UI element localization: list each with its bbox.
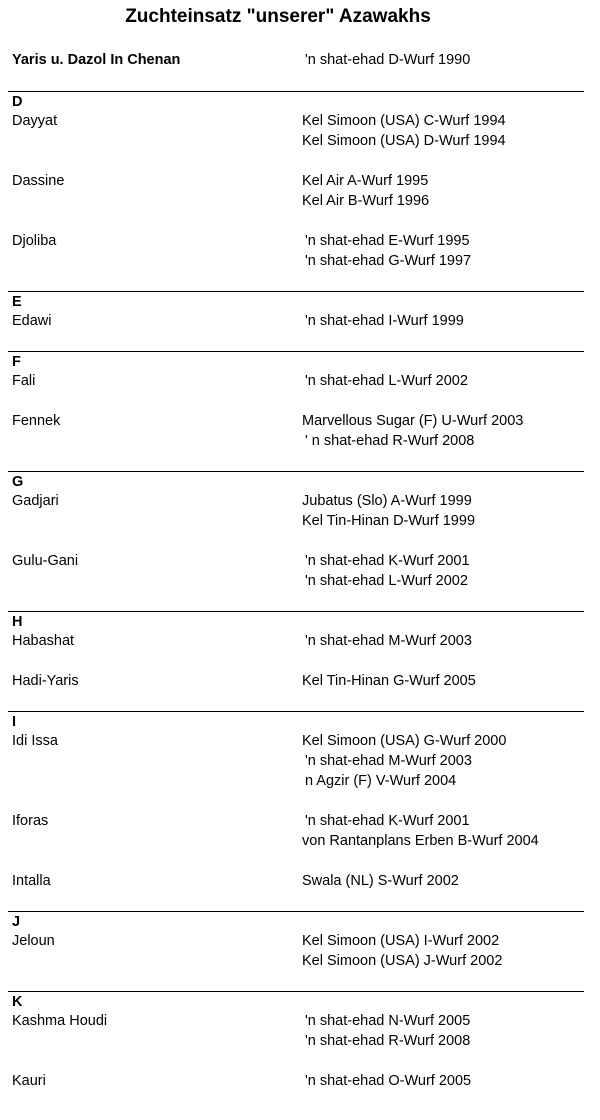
section-divider — [8, 911, 584, 912]
litter-entry: Kel Simoon (USA) J-Wurf 2002 — [302, 953, 503, 969]
dog-name: Iforas — [12, 813, 49, 829]
section-divider — [8, 291, 584, 292]
litter-entry: 'n shat-ehad R-Wurf 2008 — [305, 1033, 471, 1049]
section-letter: E — [12, 294, 22, 310]
litter-entry: 'n shat-ehad E-Wurf 1995 — [305, 233, 470, 249]
section-divider — [8, 711, 584, 712]
litter-entry: Kel Tin-Hinan G-Wurf 2005 — [302, 673, 476, 689]
section-letter: I — [12, 714, 17, 730]
dog-name: Intalla — [12, 873, 51, 889]
dog-name: Hadi-Yaris — [12, 673, 79, 689]
section-divider — [8, 611, 584, 612]
litter-entry: 'n shat-ehad G-Wurf 1997 — [305, 253, 472, 269]
section-letter: F — [12, 354, 21, 370]
section-letter: H — [12, 614, 23, 630]
litter-entry: Kel Simoon (USA) D-Wurf 1994 — [302, 133, 506, 149]
dog-name: Jeloun — [12, 933, 55, 949]
page-title: Zuchteinsatz "unserer" Azawakhs — [125, 6, 431, 27]
litter-entry: Swala (NL) S-Wurf 2002 — [302, 873, 459, 889]
litter-entry: von Rantanplans Erben B-Wurf 2004 — [302, 833, 539, 849]
litter-entry: 'n shat-ehad N-Wurf 2005 — [305, 1013, 471, 1029]
dog-name: Djoliba — [12, 233, 57, 249]
litter-entry: 'n shat-ehad O-Wurf 2005 — [305, 1073, 472, 1089]
dog-name: Idi Issa — [12, 733, 58, 749]
litter-entry: Jubatus (Slo) A-Wurf 1999 — [302, 493, 472, 509]
litter-entry: Kel Simoon (USA) I-Wurf 2002 — [302, 933, 500, 949]
dog-name: Dassine — [12, 173, 65, 189]
litter-entry: ' n shat-ehad R-Wurf 2008 — [305, 433, 475, 449]
dog-name: Yaris u. Dazol In Chenan — [12, 52, 181, 68]
dog-name: Gulu-Gani — [12, 553, 79, 569]
dog-name: Kashma Houdi — [12, 1013, 108, 1029]
litter-entry: 'n shat-ehad M-Wurf 2003 — [305, 633, 472, 649]
litter-entry: 'n shat-ehad I-Wurf 1999 — [305, 313, 464, 329]
litter-entry: 'n shat-ehad D-Wurf 1990 — [305, 52, 471, 68]
litter-entry: Kel Air B-Wurf 1996 — [302, 193, 430, 209]
dog-name: Habashat — [12, 633, 75, 649]
litter-entry: Kel Air A-Wurf 1995 — [302, 173, 429, 189]
litter-entry: Marvellous Sugar (F) U-Wurf 2003 — [302, 413, 524, 429]
section-letter: G — [12, 474, 24, 490]
section-divider — [8, 91, 584, 92]
dog-name: Kauri — [12, 1073, 46, 1089]
litter-entry: 'n shat-ehad M-Wurf 2003 — [305, 753, 472, 769]
litter-entry: 'n shat-ehad L-Wurf 2002 — [305, 573, 468, 589]
litter-entry: Kel Simoon (USA) G-Wurf 2000 — [302, 733, 507, 749]
section-divider — [8, 471, 584, 472]
litter-entry: 'n shat-ehad L-Wurf 2002 — [305, 373, 468, 389]
litter-entry: Kel Simoon (USA) C-Wurf 1994 — [302, 113, 506, 129]
litter-entry: Kel Tin-Hinan D-Wurf 1999 — [302, 513, 476, 529]
dog-name: Dayyat — [12, 113, 58, 129]
litter-entry: 'n shat-ehad K-Wurf 2001 — [305, 553, 470, 569]
section-divider — [8, 991, 584, 992]
section-letter: J — [12, 914, 21, 930]
litter-entry: n Agzir (F) V-Wurf 2004 — [305, 773, 457, 789]
section-divider — [8, 351, 584, 352]
section-letter: D — [12, 94, 23, 110]
litter-entry: 'n shat-ehad K-Wurf 2001 — [305, 813, 470, 829]
dog-name: Edawi — [12, 313, 52, 329]
dog-name: Fali — [12, 373, 36, 389]
dog-name: Fennek — [12, 413, 61, 429]
dog-name: Gadjari — [12, 493, 59, 509]
section-letter: K — [12, 994, 23, 1010]
